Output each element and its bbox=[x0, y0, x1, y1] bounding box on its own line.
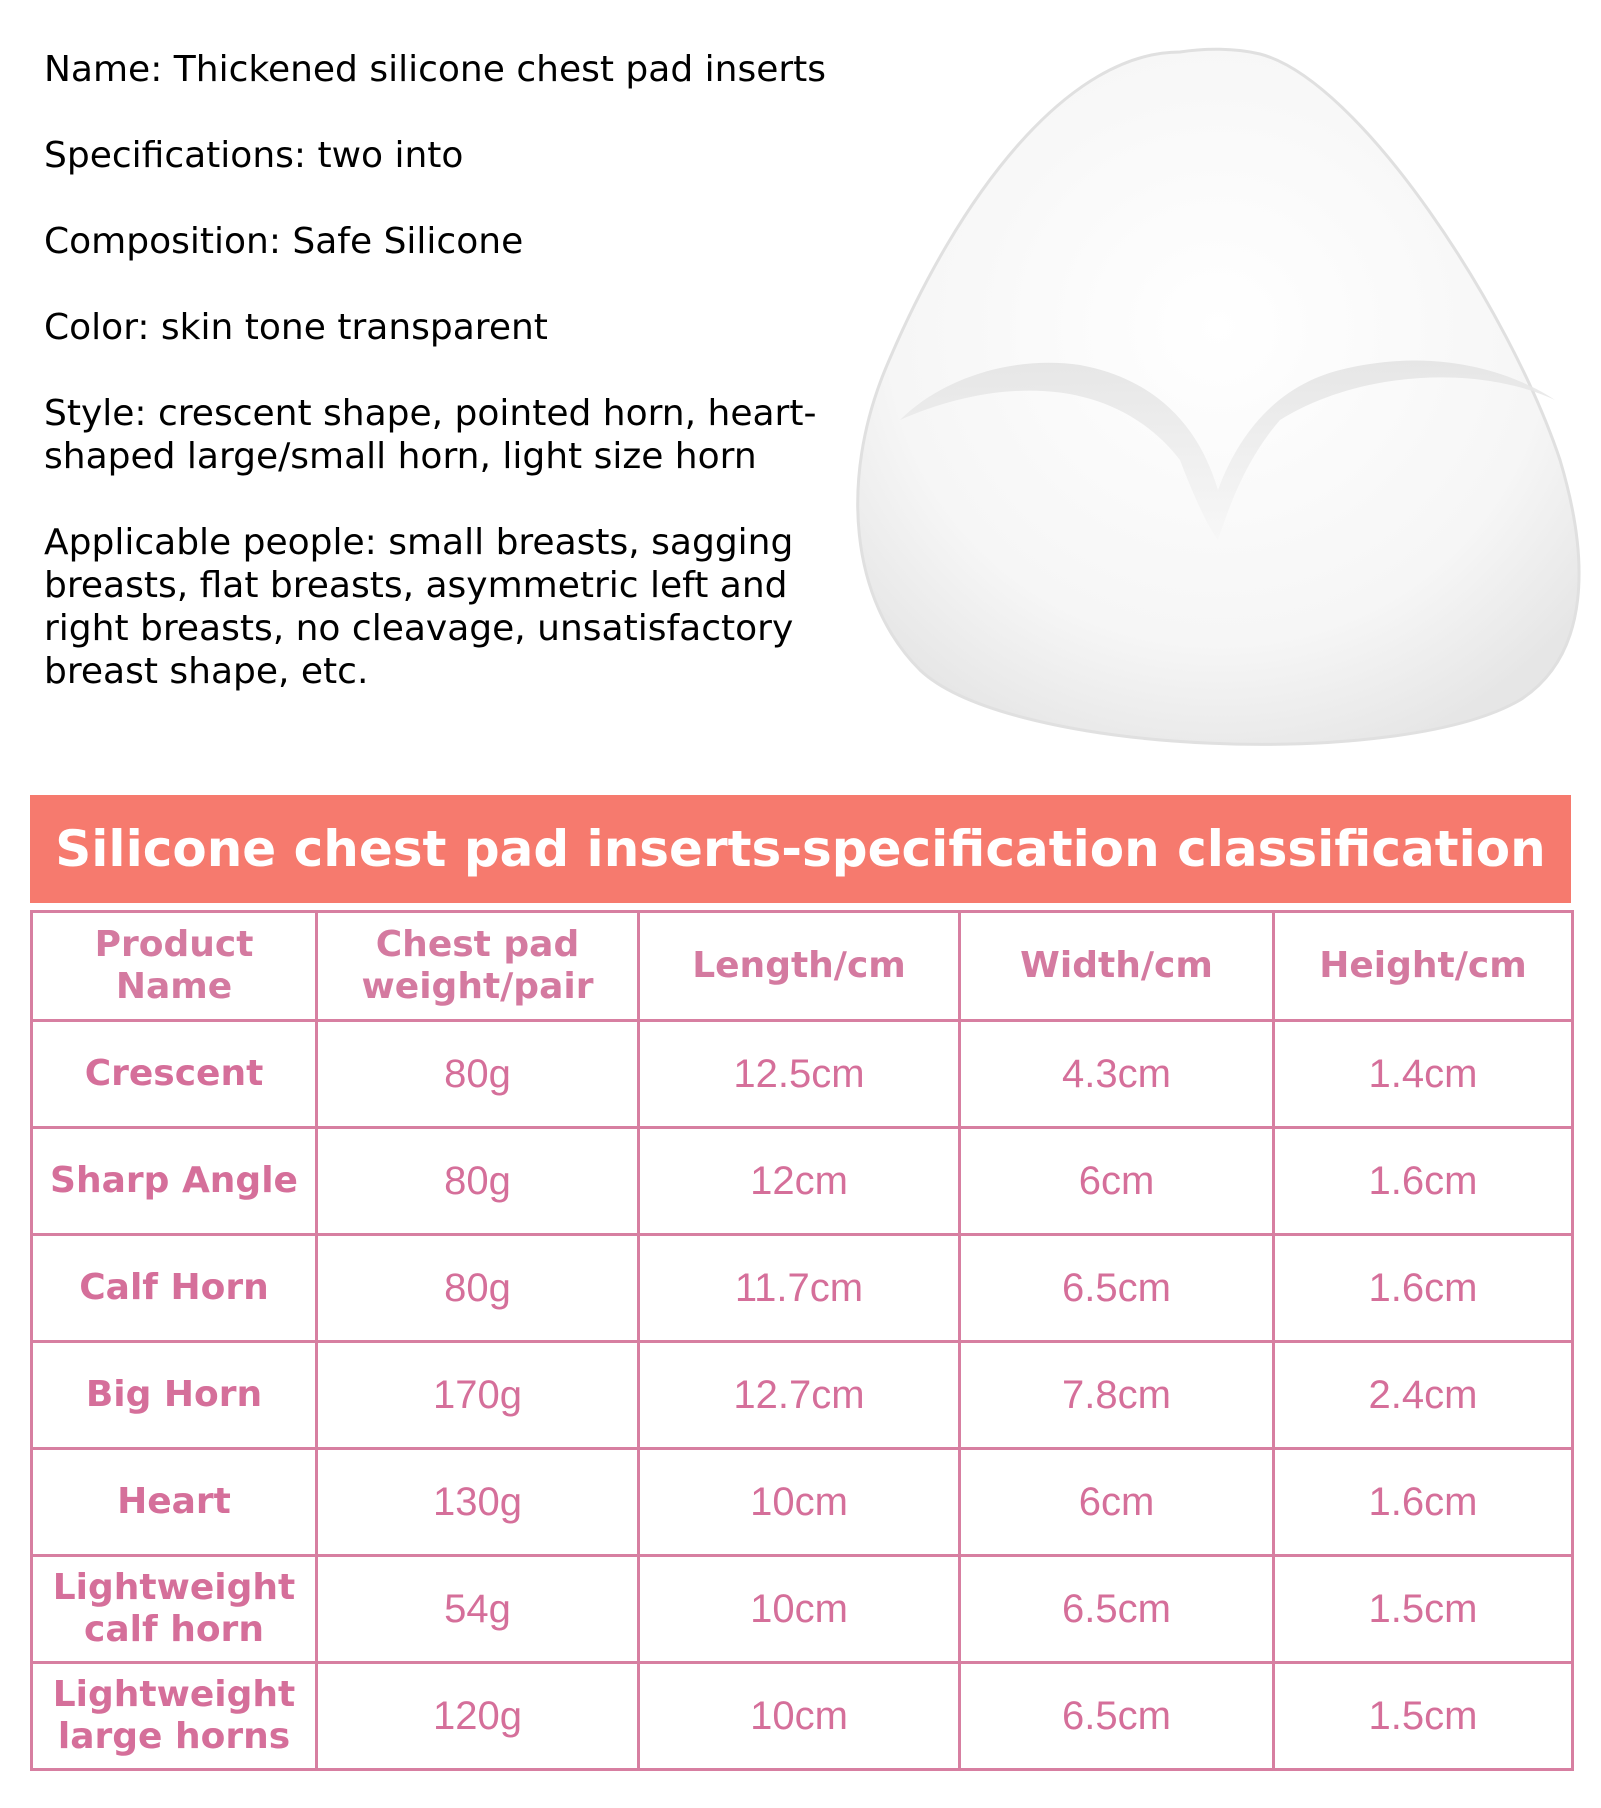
height-cell: 1.5cm bbox=[1274, 1663, 1573, 1770]
width-cell: 6.5cm bbox=[960, 1235, 1274, 1342]
product-name-cell: Calf Horn bbox=[32, 1235, 317, 1342]
spec-applicable-people: Applicable people: small breasts, sagging breasts, flat breasts, asymmetric left and right breasts, no cleavage, unsatisfactory breast shape, etc. bbox=[44, 522, 794, 692]
length-cell: 12.7cm bbox=[639, 1342, 960, 1449]
spec-specifications: Specifications: two into bbox=[44, 135, 464, 176]
spec-composition: Composition: Safe Silicone bbox=[44, 221, 524, 262]
table-row bbox=[32, 1342, 1573, 1449]
product-name-cell: Big Horn bbox=[32, 1342, 317, 1449]
spec-style: Style: crescent shape, pointed horn, heart-shaped large/small horn, light size horn bbox=[44, 393, 817, 477]
height-cell: 1.6cm bbox=[1274, 1235, 1573, 1342]
weight-cell: 170g bbox=[317, 1342, 639, 1449]
specification-banner bbox=[30, 795, 1571, 903]
product-name-cell: Heart bbox=[32, 1449, 317, 1556]
weight-cell: 80g bbox=[317, 1128, 639, 1235]
length-cell: 12.5cm bbox=[639, 1021, 960, 1128]
width-cell: 7.8cm bbox=[960, 1342, 1274, 1449]
table-header-row bbox=[32, 912, 1573, 1021]
column-header-length: Length/cm bbox=[639, 912, 960, 1021]
table-row bbox=[32, 1021, 1573, 1128]
width-cell: 4.3cm bbox=[960, 1021, 1274, 1128]
weight-cell: 130g bbox=[317, 1449, 639, 1556]
weight-cell: 54g bbox=[317, 1556, 639, 1663]
table-row bbox=[32, 1556, 1573, 1663]
width-cell: 6.5cm bbox=[960, 1556, 1274, 1663]
height-cell: 1.5cm bbox=[1274, 1556, 1573, 1663]
spec-color: Color: skin tone transparent bbox=[44, 307, 548, 348]
weight-cell: 80g bbox=[317, 1235, 639, 1342]
height-cell: 1.6cm bbox=[1274, 1449, 1573, 1556]
length-cell: 12cm bbox=[639, 1128, 960, 1235]
product-name-cell: Sharp Angle bbox=[32, 1128, 317, 1235]
height-cell: 2.4cm bbox=[1274, 1342, 1573, 1449]
column-header-height: Height/cm bbox=[1274, 912, 1573, 1021]
weight-cell: 120g bbox=[317, 1663, 639, 1770]
chest-pad-product-image bbox=[840, 40, 1590, 770]
length-cell: 10cm bbox=[639, 1556, 960, 1663]
table-row bbox=[32, 1235, 1573, 1342]
height-cell: 1.4cm bbox=[1274, 1021, 1573, 1128]
width-cell: 6cm bbox=[960, 1449, 1274, 1556]
length-cell: 11.7cm bbox=[639, 1235, 960, 1342]
product-name-cell: Lightweight large horns bbox=[32, 1663, 317, 1770]
product-specs bbox=[44, 48, 864, 736]
table-row bbox=[32, 1663, 1573, 1770]
length-cell: 10cm bbox=[639, 1663, 960, 1770]
table-row bbox=[32, 1128, 1573, 1235]
table-row bbox=[32, 1449, 1573, 1556]
width-cell: 6cm bbox=[960, 1128, 1274, 1235]
height-cell: 1.6cm bbox=[1274, 1128, 1573, 1235]
product-name-cell: Crescent bbox=[32, 1021, 317, 1128]
product-name-cell: Lightweight calf horn bbox=[32, 1556, 317, 1663]
column-header-product-name: Product Name bbox=[32, 912, 317, 1021]
weight-cell: 80g bbox=[317, 1021, 639, 1128]
spec-name: Name: Thickened silicone chest pad inserts bbox=[44, 49, 827, 90]
specification-table bbox=[30, 910, 1574, 1771]
column-header-width: Width/cm bbox=[960, 912, 1274, 1021]
banner-title: Silicone chest pad inserts-specification classification bbox=[55, 820, 1546, 878]
column-header-weight: Chest pad weight/pair bbox=[317, 912, 639, 1021]
length-cell: 10cm bbox=[639, 1449, 960, 1556]
width-cell: 6.5cm bbox=[960, 1663, 1274, 1770]
